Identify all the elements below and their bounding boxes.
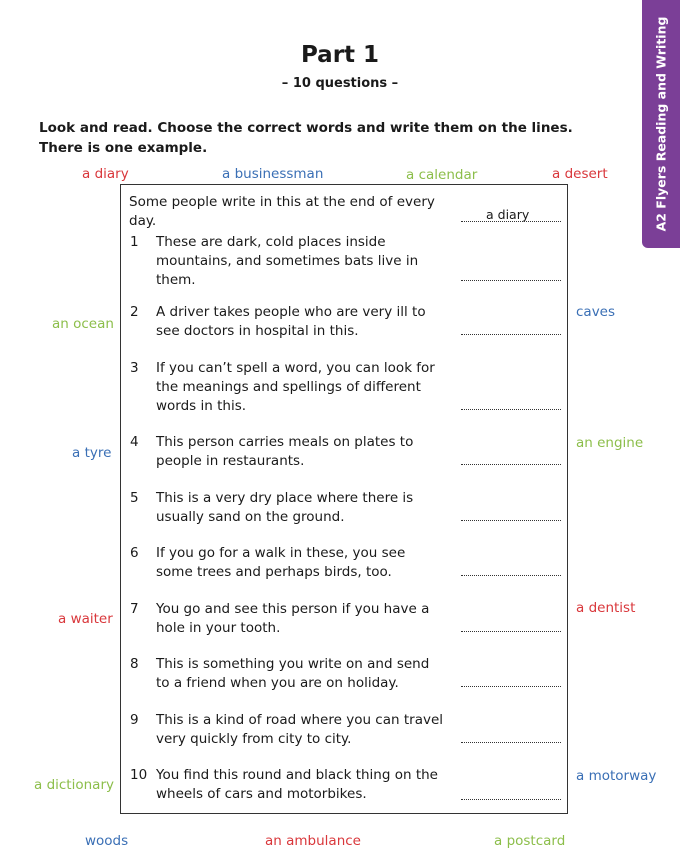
word-a-postcard: a postcard [494,833,566,849]
question-number: 7 [130,601,139,617]
page-title: Part 1 [300,42,380,68]
answer-line[interactable] [461,631,561,632]
answer-line[interactable] [461,464,561,465]
example-text: Some people write in this at the end of every day. [129,194,435,229]
question-number: 9 [130,712,139,728]
answer-line[interactable] [461,742,561,743]
instructions [39,118,599,158]
question-number: 5 [130,490,139,506]
page-subtitle: – 10 questions – [281,76,399,91]
question-text: This is a kind of road where you can travel very quickly from city to city. [156,712,444,747]
question-box [120,184,568,814]
question-text: This is a very dry place where there is usually sand on the ground. [156,490,414,525]
question-text: This is something you write on and send to a friend when you are on holiday. [156,656,430,691]
question-text: This person carries meals on plates to people in restaurants. [156,434,414,469]
question-text: A driver takes people who are very ill to see doctors in hospital in this. [156,304,426,339]
answer-line[interactable] [461,686,561,687]
example-answer-line [461,221,561,222]
question-number: 8 [130,656,139,672]
word-a-waiter: a waiter [58,611,113,627]
answer-line[interactable] [461,520,561,521]
question-text: You find this round and black thing on the wheels of cars and motorbikes. [156,767,438,802]
answer-line[interactable] [461,409,561,410]
word-a-desert: a desert [552,166,608,182]
word-an-ocean: an ocean [52,316,114,332]
answer-line[interactable] [461,799,561,800]
question-text: If you can’t spell a word, you can look for the meanings and spellings of different words in this. [156,360,435,414]
question-text: If you go for a walk in these, you see some trees and perhaps birds, too. [156,545,406,580]
answer-line[interactable] [461,280,561,281]
question-number: 10 [130,767,148,783]
word-a-businessman: a businessman [222,166,324,182]
question-number: 1 [130,234,139,250]
word-woods: woods [85,833,129,849]
question-text: These are dark, cold places inside mountains, and sometimes bats live in them. [156,234,419,288]
answer-line[interactable] [461,334,561,335]
question-number: 3 [130,360,139,376]
word-a-motorway: a motorway [576,768,657,784]
word-an-ambulance: an ambulance [265,833,361,849]
word-a-dictionary: a dictionary [34,777,114,793]
word-a-calendar: a calendar [406,167,478,183]
side-tab [642,0,680,248]
word-caves: caves [576,304,616,320]
word-a-dentist: a dentist [576,600,636,616]
instruction-line: Look and read. Choose the correct words and write them on the lines. [39,120,573,136]
example-answer: a diary [486,207,530,222]
side-tab-label: A2 Flyers Reading and Writing [653,16,669,232]
word-an-engine: an engine [576,435,644,451]
question-number: 4 [130,434,139,450]
answer-line[interactable] [461,575,561,576]
instruction-line: There is one example. [39,140,208,156]
word-a-tyre: a tyre [72,445,112,461]
question-number: 6 [130,545,139,561]
question-text: You go and see this person if you have a hole in your tooth. [156,601,430,636]
question-number: 2 [130,304,139,320]
word-a-diary: a diary [82,166,129,182]
